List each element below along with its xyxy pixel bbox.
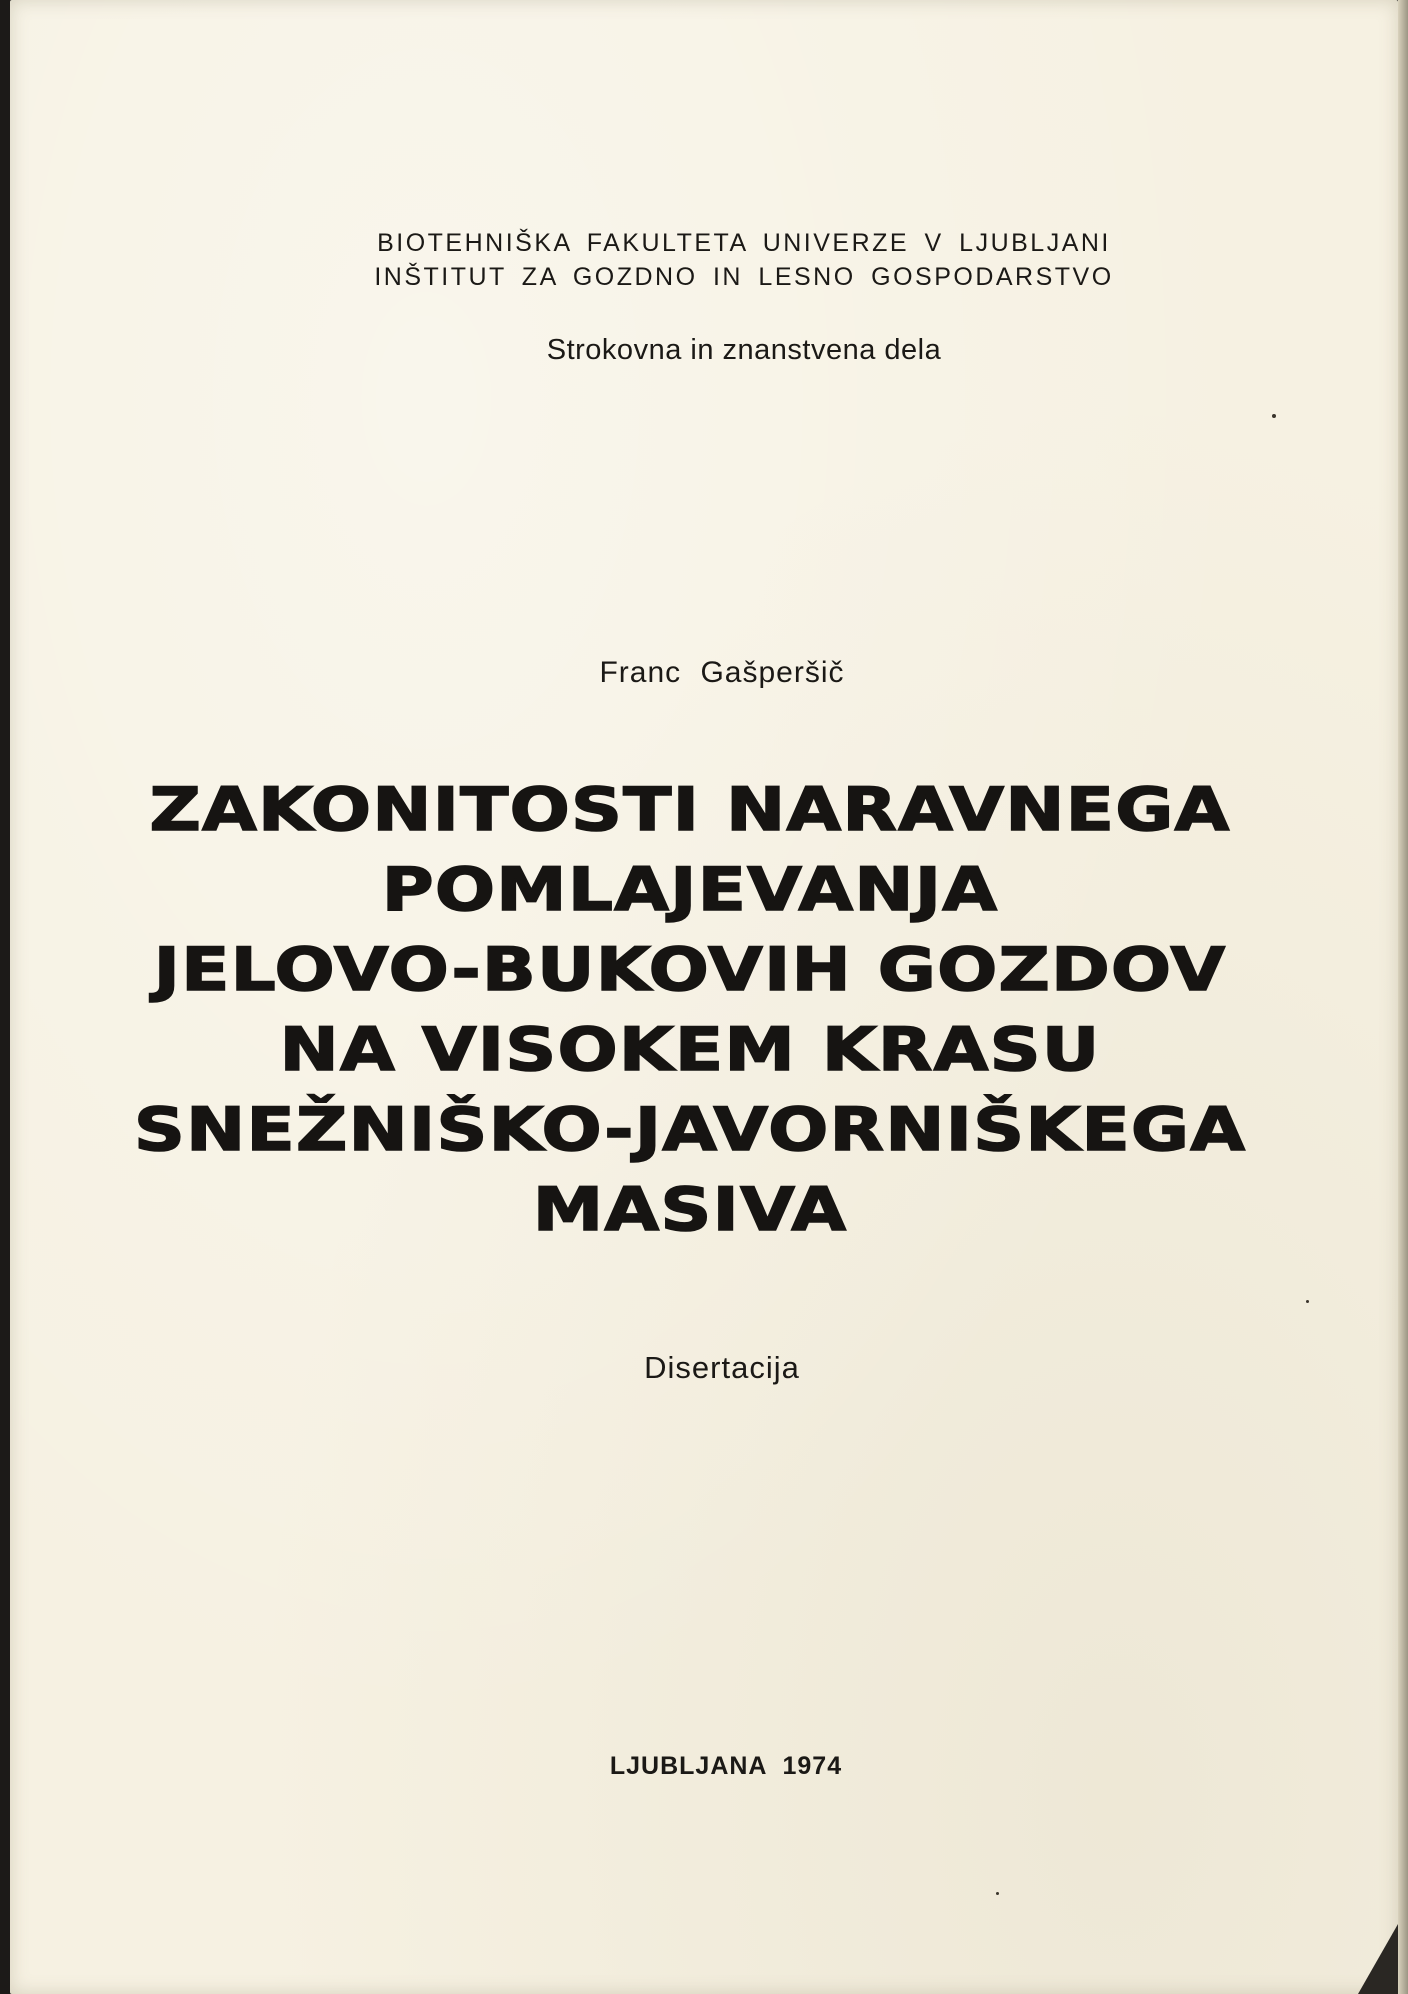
document-type: Disertacija xyxy=(644,1350,800,1385)
paper-speck xyxy=(1272,414,1276,418)
title-line: JELOVO-BUKOVIH GOZDOV xyxy=(153,935,1227,1005)
book-title xyxy=(133,770,1247,1250)
cover-edge xyxy=(1398,0,1408,1994)
paper-speck xyxy=(996,1892,999,1895)
institution-line-2: INŠTITUT ZA GOZDNO IN LESNO GOSPODARSTVO xyxy=(374,263,1114,291)
title-line: ZAKONITOSTI NARAVNEGA xyxy=(149,775,1231,845)
title-line: SNEŽNIŠKO-JAVORNIŠKEGA xyxy=(133,1095,1247,1165)
corner-tear xyxy=(1358,1924,1398,1994)
paper-speck xyxy=(1306,1300,1309,1303)
book-cover xyxy=(10,0,1398,1994)
series-title: Strokovna in znanstvena dela xyxy=(546,334,942,366)
place-and-year: LJUBLJANA 1974 xyxy=(609,1752,843,1780)
title-line: MASIVA xyxy=(532,1175,848,1245)
title-line: NA VISOKEM KRASU xyxy=(279,1015,1101,1085)
institution-line-1: BIOTEHNIŠKA FAKULTETA UNIVERZE V LJUBLJANI xyxy=(377,229,1111,257)
title-line: POMLAJEVANJA xyxy=(381,855,999,925)
author-name: Franc Gašperšič xyxy=(599,656,845,689)
